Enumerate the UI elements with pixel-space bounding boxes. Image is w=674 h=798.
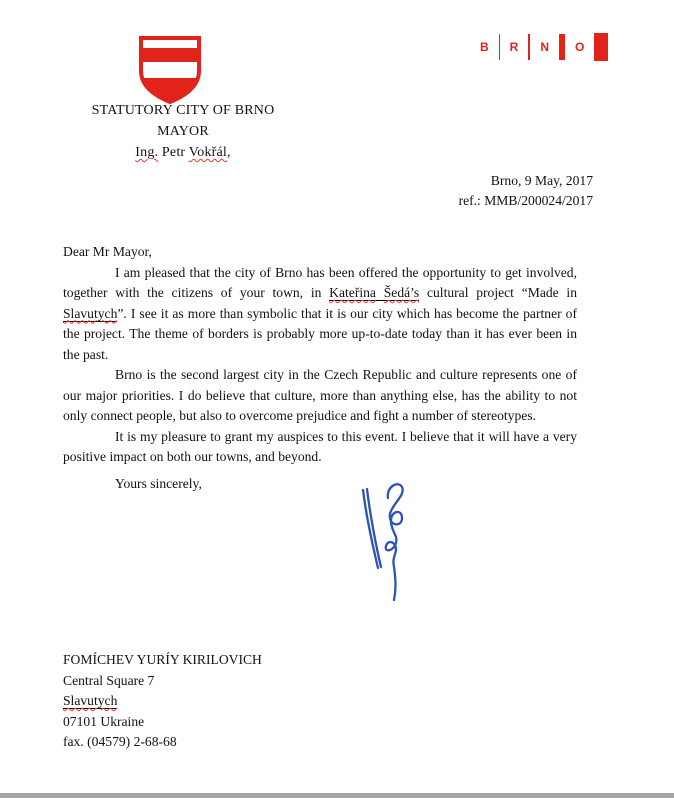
date-line: Brno, 9 May, 2017 <box>490 173 593 188</box>
recipient-city-name: Slavutych <box>63 693 118 708</box>
paragraph-3: It is my pleasure to grant my auspices to this event. I believe that it will have a very positive impact on both our towns, and beyond. <box>63 428 577 464</box>
artist-first-name: Kateřina <box>329 285 376 300</box>
handwritten-signature-icon <box>340 472 450 604</box>
logo-bar-medium <box>528 34 530 60</box>
logo-letter-n: N <box>540 39 550 54</box>
logo-bar-thin <box>499 34 500 60</box>
paragraph-1-text: I am pleased that the city of Brno has been offered the opportunity to get involved, together with the citizens of your town, in <box>63 264 577 300</box>
office-title: MAYOR <box>157 124 209 139</box>
artist-last-name: Šedá’s <box>383 285 420 300</box>
paragraph-1-text: cultural project “Made in <box>419 285 578 300</box>
recipient-city <box>63 691 262 712</box>
paragraph-2: Brno is the second largest city in the Czech Republic and culture represents one of our major priorities. I do believe that culture, more than anything else, has the ability to not only connect people, but also to overcome prejudice and fight a number of stereotypes. <box>63 367 577 423</box>
logo-bar-thick <box>559 34 565 60</box>
recipient-address-block <box>63 650 262 753</box>
artist-name-space <box>376 285 384 300</box>
recipient-name: FOMÍCHEV YURÍY KIRILOVICH <box>63 652 262 667</box>
signatory-surname: Vokřál <box>188 145 228 160</box>
closing-phrase: Yours sincerely, <box>115 475 202 491</box>
letter-body <box>63 242 577 494</box>
brno-logo-icon <box>480 33 608 60</box>
artist-name <box>329 285 419 301</box>
letterhead <box>68 100 298 163</box>
paragraph-1 <box>63 263 577 366</box>
signatory-title: Ing. <box>135 145 159 160</box>
brno-coat-of-arms-icon <box>139 36 201 104</box>
recipient-fax: fax. (04579) 2-68-68 <box>63 734 177 749</box>
window-bottom-edge <box>0 793 674 798</box>
logo-letter-r: R <box>509 39 519 54</box>
recipient-country: 07101 Ukraine <box>63 713 145 729</box>
reference-line: ref.: MMB/200024/2017 <box>458 193 593 208</box>
paragraph-1-text: ”. I see it as more than symbolic that it is our city which has become the partner of the project. The theme of borders is probably more up-to-date today than it has ever been in the past. <box>63 305 577 362</box>
org-name: STATUTORY CITY OF BRNO <box>91 103 275 118</box>
logo-letter-b: B <box>480 39 489 54</box>
logo-letter-o: O <box>575 39 585 54</box>
project-town-name: Slavutych <box>63 305 118 321</box>
signatory-suffix: , <box>227 145 231 160</box>
recipient-street: Central Square 7 <box>63 672 155 688</box>
signatory-middle: Petr <box>158 145 189 160</box>
signatory-name <box>68 142 298 163</box>
date-reference-block <box>459 171 593 211</box>
logo-bar-block <box>594 33 608 61</box>
salutation: Dear Mr Mayor, <box>63 244 152 259</box>
